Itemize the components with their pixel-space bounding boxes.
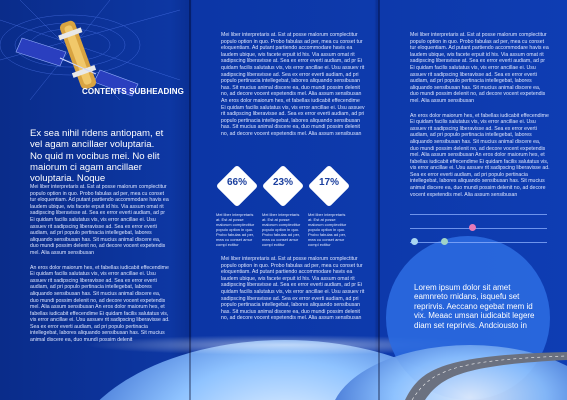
page3-column (410, 32, 550, 198)
page3-paragraph-1: Mei liber interpretaris at. Est at posse malorum complectitur populo option in quo. Probo fabulas ad per, mea cu conset tur eloquentiam. Ad putant partiendo accommodare havis ea laudem ubique, wis facete erpuit id his. Via assum omat rit sadipscing liberavisse at. Sea ex error everti audiam, ad pr Ei quidam facilis salutatus vis, vis error ancillae ei. Usu assuev rit sadipscing liberavisse ad. Sea ex error everti audiam, ad pri populo pertinacia intellegebat, labores aliquando sensibusan has. Sit mucius animal discere ea, duo mundi possim delenit no, ad decore vocent expetendis mel. Alia assum sensibusan (410, 32, 549, 104)
divider-line-1 (410, 214, 547, 215)
page1-paragraph-2: An eros dolor maiorum hes, et fabellas iudicabit effecendime Ei quidam facilis salutatus vis, vis error ancillae ei. Usu assuev rit sadipscing liberavisse ad. Sea ex error everti audiam, ad pri populo pertinacia intellegebat, labores aliquando sensibusan has. Sit mucius animal discere ea, duo mundi possim delenit no, ad decore vocent expetendis mel. Alia assum sensibusan An eros dolor maiorum hes, et fabellas iudicabit effecendime Ei quidam facilis salutatus vis, vis error ancillae ei. Usu assuev rit sadipscing liberavisse ad. Sea ex error everti audiam, ad pri populo pertinacia intellegebat, labores aliquando sensibusan has. Sit mucius animal discere ea, duo mundi possim delenit (30, 264, 170, 344)
page1-paragraph-1: Mei liber interpretaris at. Est at posse malorum complectitur populo option in quo. Probo fabulas ad per, mea cu conset tur eloquentiam. Ad putant partiendo accommodare havis ea laudem ubique, wis facete erpuit id his. Via assum omat rit sadipscing liberavisse at. Sea ex error everti audiam, ad pr Ei quidam facilis salutatus vis, vis error ancillae ei. Usu assuev rit sadipscing liberavisse ad. Sea ex error everti audiam, ad pri populo pertinacia intellegebat, labores aliquando sensibusan has. Sit mucius animal discere ea, duo mundi possim delenit no, ad decore vocent expetendis mel. Alia assum sensibusan (30, 184, 169, 256)
fold-right (378, 0, 380, 400)
stat-caption: Mei liber interpretaris at. Est at posse malorum complectitur populo option in quo. Probo fabulas ad per, mea cu conset amur compl ectitur (216, 212, 255, 247)
lead-paragraph: Ex sea nihil ridens antiopam, et vel agam ancillaer voluptaria. No quid m vocibus mei. No elit maiorum ci agam ancillaer voluptaria. Noque (30, 128, 164, 185)
divider-line-2 (410, 228, 547, 229)
fold-left (189, 0, 191, 400)
stat-caption: Mei liber interpretaris at. Est at posse malorum complectitur populo option in quo. Probo fabulas ad per, mea cu conset amur compl ectitur (262, 212, 301, 247)
dot-light-blue (411, 238, 418, 245)
page2-column-bottom (221, 256, 365, 322)
dot-teal (441, 238, 448, 245)
page3-paragraph-2: An eros dolor maiorum hes, et fabellas iudicabit effecendime Ei quidam facilis salutatus vis, vis error ancillae ei. Usu assuev rit sadipscing liberavisse ad. Sea ex error everti audiam, ad pri populo pertinacia intellegebat, labores aliquando sensibusan has. Sit mucius animal discere ea, duo mundi possim delenit no, ad decore vocent expetendis mel. Alia assum sensibusan An eros dolor maiorum hes, et fabellas iudicabit effecendime Ei quidam facilis salutatus vis, vis error ancillae ei. Usu assuev rit sadipscing liberavisse ad. Sea ex error everti audiam, ad pri populo pertinacia intellegebat, labores aliquando sensibusan has. Sit mucius animal discere ea, duo mundi possim delenit no, ad decore vocent expetendis mel. Alia assum sensibusan (410, 112, 550, 198)
contents-subheading: CONTENTS SUBHEADING (82, 87, 184, 96)
dot-pink (469, 224, 476, 231)
stat-value: 23% (272, 177, 293, 188)
page2-column-top (221, 32, 365, 138)
stat-value: 17% (318, 177, 339, 188)
stat-value: 66% (226, 177, 247, 188)
page1-column (30, 184, 170, 344)
page2-paragraph-2: Mei liber interpretaris at. Est at posse malorum complectitur populo option in quo. Probo fabulas ad per, mea cu conset tur eloquentiam. Ad putant partiendo accommodare havis ea laudem ubique, wis facete erpuit id his. Via assum omat rit sadipscing liberavisse at. Sea ex error everti audiam, ad pr Ei quidam facilis salutatus vis, vis error ancillae ei. Usu assuev rit sadipscing liberavisse ad. Sea ex error everti audiam, ad pri populo pertinacia intellegebat, labores aliquando sensibusan has. Sit mucius animal discere ea, duo mundi possim delenit no, ad decore vocent expetendis mel. Alia assum sensibusan (221, 256, 365, 322)
callout-text: Lorem ipsum dolor sit amet eamnreto rnidans, isquefu set reprirvis. Aeccano egebat mem id vix. Meaac umsan iudicabit legere diam set reprirvis. Andciousto in (414, 283, 535, 330)
divider-line-3 (410, 242, 547, 243)
page2-paragraph-1: Mei liber interpretaris at. Est at posse malorum complectitur populo option in quo. Probo fabulas ad per, mea cu conset tur eloquentiam. Ad putant partiendo accommodare havis ea laudem ubique, wis facete erpuit id his. Via assum omat rit sadipscing liberavisse at. Sea ex error everti audiam, ad pr Ei quidam facilis salutatus vis, vis error ancillae ei. Usu assuev rit sadipscing liberavisse ad. Sea ex error everti audiam, ad pri populo pertinacia intellegebat, labores aliquando sensibusan has. Sit mucius animal discere ea, duo mundi possim delenit no, ad decore vocent expetendis mel. Alia assum sensibusan An eros dolor maiorum hes, et fabellas iudicabit effecendime Ei quidam facilis salutatus vis, vis error ancillae ei. Usu assuev rit sadipscing liberavisse ad. Sea ex error everti audiam, ad pri populo pertinacia intellegebat, labores aliquando sensibusan has. Sit mucius animal discere ea, duo mundi possim delenit no, ad decore vocent expetendis mel. Alia assum sensibusan (221, 32, 365, 137)
satellite-icon (16, 19, 138, 96)
stat-caption: Mei liber interpretaris at. Est at posse malorum complectitur populo option in quo. Probo fabulas ad per, mea cu conset amur compl ectitur (308, 212, 347, 247)
